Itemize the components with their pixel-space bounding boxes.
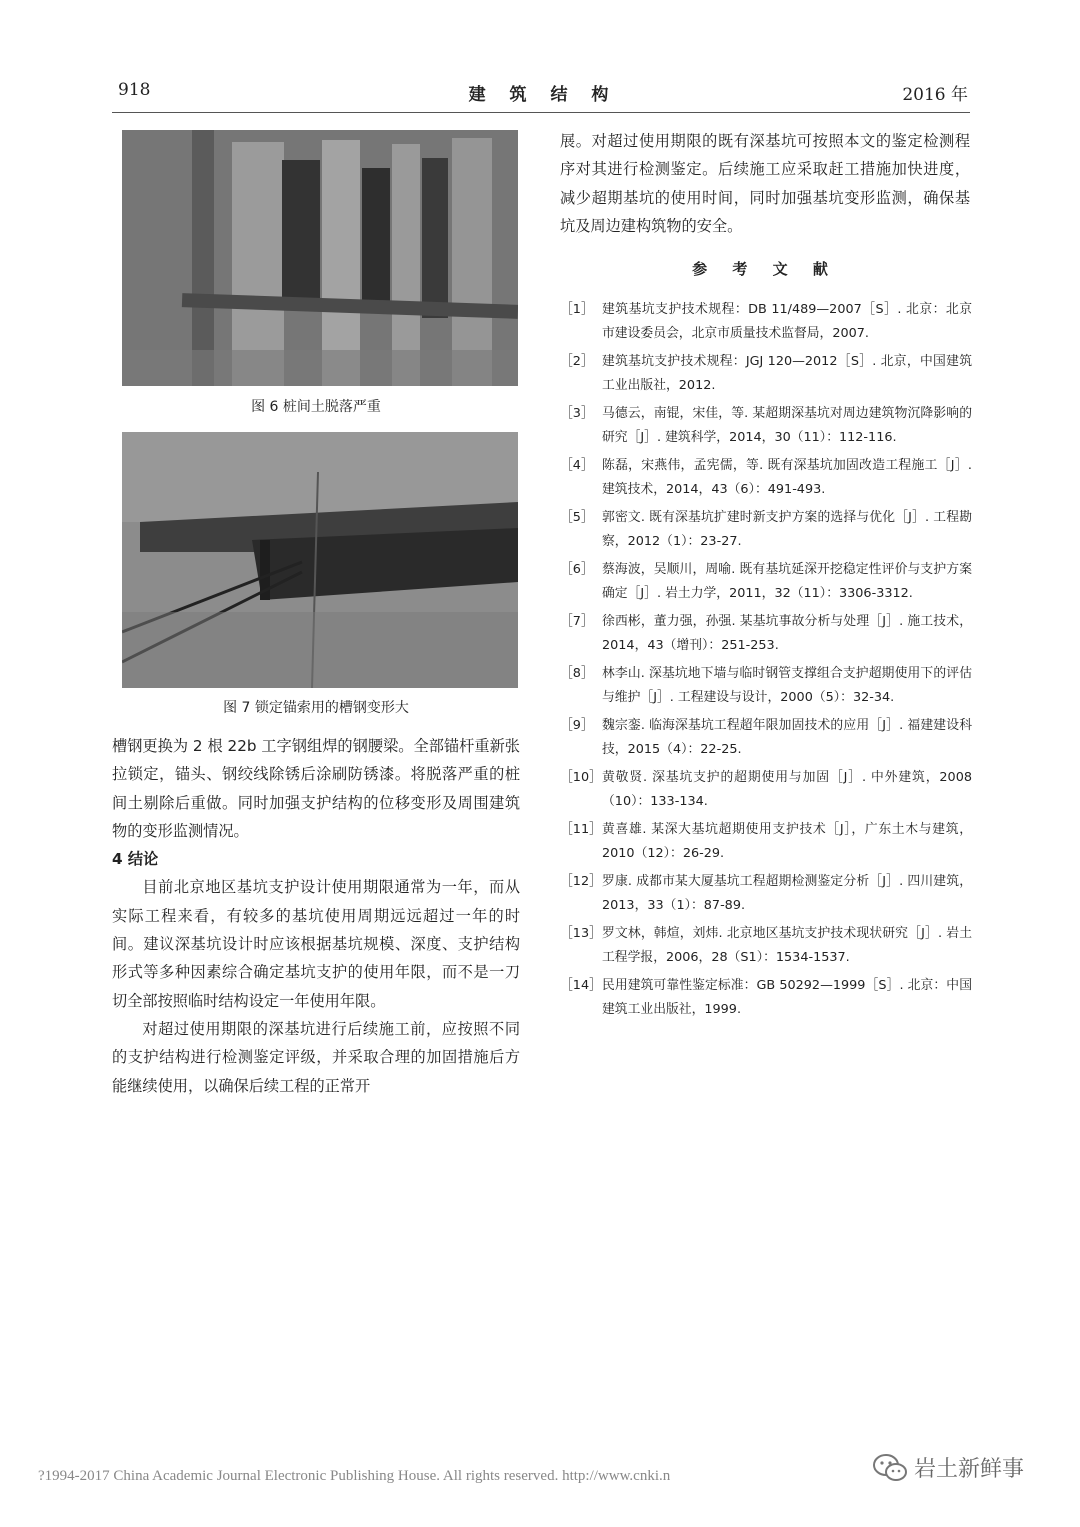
- reference-item: [560, 402, 972, 450]
- reference-text: 马德云，南锟，宋佳，等. 某超期深基坑对周边建筑物沉降影响的研究［J］. 建筑科学，2014，30（11）：112-116.: [602, 406, 972, 445]
- right-column-paragraph: [560, 127, 970, 240]
- reference-item: [560, 766, 972, 814]
- publication-year: 2016 年: [902, 85, 968, 105]
- figure-7-photo: [122, 432, 518, 688]
- paragraph: 槽钢更换为 2 根 22b 工字钢组焊的钢腰梁。全部锚杆重新张拉锁定，锚头、钢绞线除锈后涂刷防锈漆。将脱落严重的桩间土剔除后重做。同时加强支护结构的位移变形及周围建筑物的变形监测情况。: [112, 737, 520, 840]
- reference-item: [560, 974, 972, 1022]
- reference-text: 魏宗銮. 临海深基坑工程超年限加固技术的应用［J］. 福建建设科技，2015（4）：22-25.: [602, 718, 972, 757]
- figure-7-caption: 图 7 锁定锚索用的槽钢变形大: [223, 700, 409, 716]
- copyright-footer: ?1994-2017 China Academic Journal Electronic Publishing House. All rights reserved. http://www.cnki.n: [38, 1468, 671, 1484]
- references-title: 参 考 文 献: [692, 260, 838, 278]
- reference-text: 黄敬贤. 深基坑支护的超期使用与加固［J］. 中外建筑，2008（10）：133-134.: [602, 770, 972, 809]
- reference-number: ［8］: [560, 666, 594, 681]
- page-header: [118, 80, 968, 108]
- reference-number: ［14］: [560, 978, 602, 993]
- reference-item: [560, 298, 972, 346]
- reference-text: 徐西彬，董力强，孙强. 某基坑事故分析与处理［J］. 施工技术，2014，43（增刊）：251-253.: [602, 614, 972, 653]
- watermark: [872, 1452, 1024, 1483]
- reference-number: ［4］: [560, 458, 594, 473]
- reference-text: 罗康. 成都市某大厦基坑工程超期检测鉴定分析［J］. 四川建筑，2013，33（1）：87-89.: [602, 874, 972, 913]
- reference-number: ［9］: [560, 718, 594, 733]
- left-column: [112, 732, 520, 1100]
- header-rule: [112, 112, 970, 113]
- reference-text: 陈磊，宋燕伟，孟宪儒，等. 既有深基坑加固改造工程施工［J］. 建筑技术，2014，43（6）：491-493.: [602, 458, 972, 497]
- paragraph: 展。对超过使用期限的既有深基坑可按照本文的鉴定检测程序对其进行检测鉴定。后续施工应采取赶工措施加快进度，减少超期基坑的使用时间，同时加强基坑变形监测，确保基坑及周边建构筑物的安全。: [560, 132, 970, 235]
- section-heading: 4 结论: [112, 850, 159, 869]
- references-list: [560, 298, 972, 1026]
- reference-text: 蔡海波，吴顺川，周喻. 既有基坑延深开挖稳定性评价与支护方案确定［J］. 岩土力学，2011，32（11）：3306-3312.: [602, 562, 972, 601]
- reference-item: [560, 818, 972, 866]
- reference-item: [560, 662, 972, 710]
- reference-text: 民用建筑可靠性鉴定标准：GB 50292—1999［S］. 北京：中国建筑工业出版社，1999.: [602, 978, 972, 1017]
- reference-number: ［6］: [560, 562, 594, 577]
- figure-6-photo: [122, 130, 518, 386]
- reference-item: [560, 870, 972, 918]
- reference-number: ［7］: [560, 614, 594, 629]
- watermark-text: 岩土新鲜事: [914, 1457, 1025, 1482]
- reference-item: [560, 610, 972, 658]
- reference-item: [560, 506, 972, 554]
- reference-text: 郭密文. 既有深基坑扩建时新支护方案的选择与优化［J］. 工程勘察，2012（1）：23-27.: [602, 510, 972, 549]
- reference-number: ［1］: [560, 302, 594, 317]
- reference-item: [560, 558, 972, 606]
- reference-number: ［11］: [560, 822, 602, 837]
- reference-text: 罗文林，韩煊，刘炜. 北京地区基坑支护技术现状研究［J］. 岩土工程学报，2006，28（S1）：1534-1537.: [602, 926, 972, 965]
- paragraph: 对超过使用期限的深基坑进行后续施工前，应按照不同的支护结构进行检测鉴定评级，并采取合理的加固措施后方能继续使用，以确保后续工程的正常开: [112, 1019, 520, 1095]
- reference-text: 建筑基坑支护技术规程：JGJ 120—2012［S］. 北京，中国建筑工业出版社，2012.: [602, 354, 972, 393]
- journal-title: 建 筑 结 构: [468, 85, 618, 105]
- wechat-icon: [872, 1453, 908, 1483]
- reference-item: [560, 922, 972, 970]
- reference-text: 林李山. 深基坑地下墙与临时钢管支撑组合支护超期使用下的评估与维护［J］. 工程建设与设计，2000（5）：32-34.: [602, 666, 972, 705]
- reference-number: ［12］: [560, 874, 602, 889]
- reference-item: [560, 350, 972, 398]
- reference-text: 黄喜雄. 某深大基坑超期使用支护技术［J］，广东土木与建筑，2010（12）：26-29.: [602, 822, 972, 861]
- page-number: 918: [118, 80, 151, 100]
- reference-item: [560, 714, 972, 762]
- reference-item: [560, 454, 972, 502]
- reference-text: 建筑基坑支护技术规程：DB 11/489—2007［S］. 北京：北京市建设委员会，北京市质量技术监督局，2007.: [602, 302, 972, 341]
- figure-6-caption: 图 6 桩间土脱落严重: [251, 399, 381, 415]
- paragraph: 目前北京地区基坑支护设计使用期限通常为一年，而从实际工程来看，有较多的基坑使用周期远远超过一年的时间。建议深基坑设计时应该根据基坑规模、深度、支护结构形式等多种因素综合确定基坑支护的使用年限，而不是一刀切全部按照临时结构设定一年使用年限。: [112, 878, 520, 1010]
- reference-number: ［5］: [560, 510, 594, 525]
- reference-number: ［2］: [560, 354, 594, 369]
- reference-number: ［10］: [560, 770, 602, 785]
- reference-number: ［3］: [560, 406, 594, 421]
- reference-number: ［13］: [560, 926, 602, 941]
